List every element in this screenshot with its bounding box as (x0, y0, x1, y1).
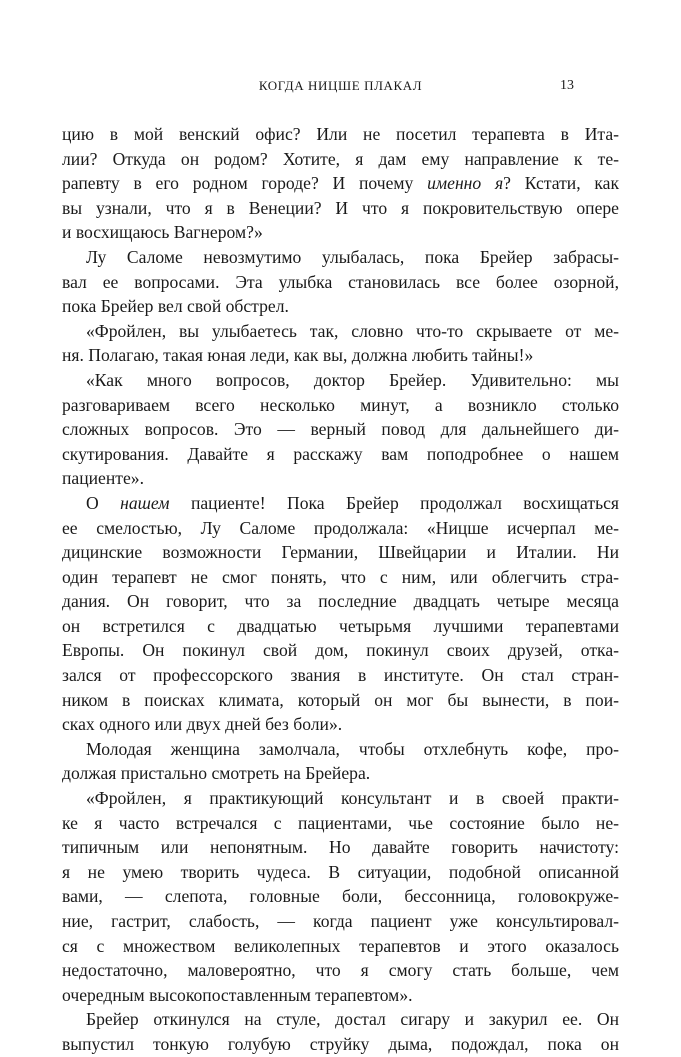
text-line: пациенте». (62, 468, 144, 489)
text-line: дания. Он говорит, что за последние двадцать четыре месяца (62, 591, 619, 612)
text-line: ее смелостью, Лу Саломе продолжала: «Ницше исчерпал ме- (62, 517, 619, 538)
italic-text: нашем (120, 492, 170, 513)
text-line: ником в поисках климата, который он мог бы вынести, в пои- (62, 689, 619, 710)
text-line: «Фройлен, вы улыбаетесь так, словно что-то скрываете от ме- (86, 320, 619, 341)
text-line: я не умею творить чудеса. В ситуации, подобной описанной (62, 861, 619, 882)
text-line: типичным или непонятным. Но давайте говорить начистоту: (62, 837, 619, 858)
text-line (62, 171, 619, 196)
text-line: очередным высокопоставленным терапевтом». (62, 984, 413, 1005)
text-line: Брейер откинулся на стуле, достал сигару и закурил ее. Он (86, 1009, 619, 1030)
text-line: один терапевт не смог понять, что с ним, или облегчить стра- (62, 566, 619, 587)
text-line: ние, гастрит, слабость, — когда пациент уже консультировал- (62, 911, 619, 931)
text-line: выпустил тонкую голубую струйку дыма, подождал, пока он (62, 1033, 619, 1054)
text-line: сках одного или двух дней без боли». (62, 714, 343, 735)
text-segment: ? Кстати, как (503, 173, 620, 194)
text-line: дицинские возможности Германии, Швейцарии и Италии. Ни (62, 542, 619, 563)
running-title: КОГДА НИЦШЕ ПЛАКАЛ (258, 78, 423, 93)
text-segment: пациенте! Пока Брейер продолжал восхищаться (169, 492, 619, 513)
text-segment: О (86, 492, 121, 513)
text-line: Молодая женщина замолчала, чтобы отхлебнуть кофе, про- (86, 738, 619, 759)
text-line: и восхищаюсь Вагнером?» (62, 222, 263, 243)
text-line: вы узнали, что я в Венеции? И что я покровительствую опере (62, 197, 619, 218)
text-line: лии? Откуда он родом? Хотите, я дам ему направление к те- (62, 148, 619, 169)
text-line: скутирования. Давайте я расскажу вам поподробнее о нашем (62, 443, 619, 464)
text-line: зался от профессорского звания в институте. Он стал стран- (62, 665, 619, 686)
text-line: «Фройлен, я практикующий консультант и в своей практи- (86, 788, 619, 809)
page-number: 13 (560, 78, 574, 93)
text-line: вал ее вопросами. Эта улыбка становилась все более озорной, (62, 271, 619, 292)
page-header (0, 78, 681, 98)
text-line: он встретился с двадцатью четырьмя лучшими терапевтами (62, 615, 619, 636)
text-line: недостаточно, маловероятно, что я смогу стать больше, чем (62, 960, 619, 981)
text-line: ке я часто встречался с пациентами, чье состояние было не- (62, 812, 619, 833)
text-line: ся с множеством великолепных терапевтов и этого оказалось (62, 935, 619, 956)
text-line: «Как много вопросов, доктор Брейер. Удивительно: мы (86, 369, 619, 390)
text-line: должая пристально смотреть на Брейера. (62, 763, 371, 784)
text-line: ня. Полагаю, такая юная леди, как вы, должна любить тайны!» (62, 345, 534, 366)
text-line (62, 491, 619, 516)
italic-text: именно я (427, 173, 504, 194)
text-segment: рапевту в его родном городе? И почему (62, 173, 428, 194)
text-line: вами, — слепота, головные боли, бессонница, головокруже- (62, 886, 619, 907)
text-line: Лу Саломе невозмутимо улыбалась, пока Брейер забрасы- (86, 246, 619, 267)
text-line: пока Брейер вел свой обстрел. (62, 296, 289, 317)
body-text (62, 122, 619, 1057)
text-line: Европы. Он покинул свой дом, покинул своих друзей, отка- (62, 640, 619, 661)
text-line: сложных вопросов. Это — верный повод для дальнейшего ди- (62, 419, 619, 440)
text-line: цию в мой венский офис? Или не посетил терапевта в Ита- (62, 124, 619, 144)
text-line: разговариваем всего несколько минут, а возникло столько (62, 394, 619, 415)
